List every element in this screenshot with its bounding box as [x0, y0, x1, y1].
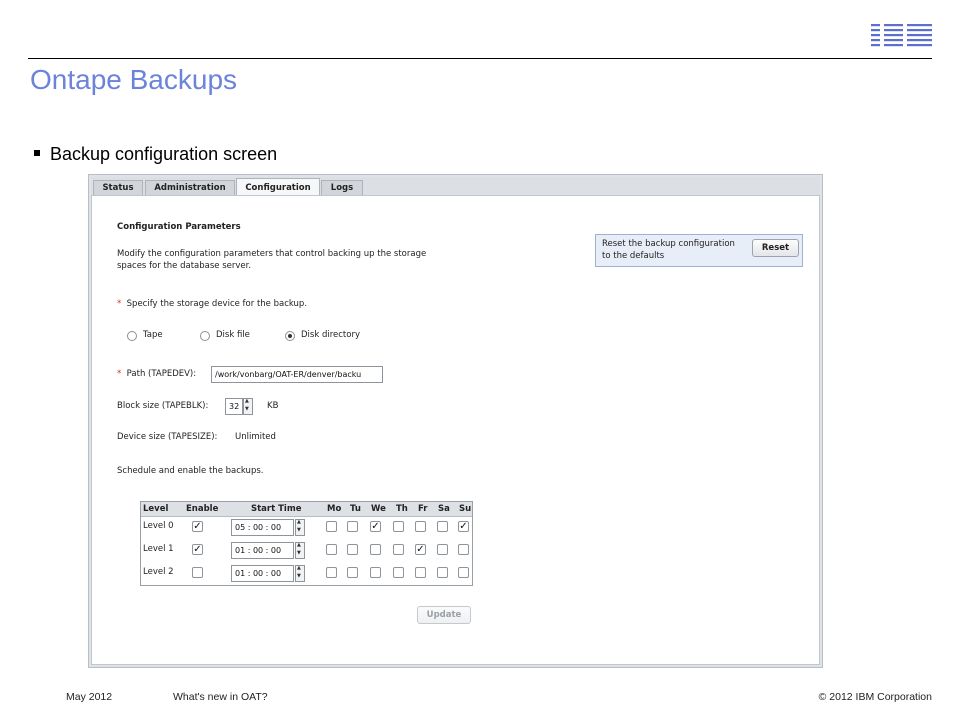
footer-date: May 2012 — [66, 691, 113, 703]
day-checkbox-th[interactable] — [393, 544, 404, 555]
tab-bar — [91, 177, 820, 195]
reset-text-line-2: to the defaults — [602, 251, 665, 261]
start-time-stepper[interactable] — [295, 519, 305, 536]
day-checkbox-mo[interactable] — [326, 567, 337, 578]
path-input[interactable]: /work/vonbarg/OAT-ER/denver/backu — [211, 366, 383, 383]
header-level: Level — [143, 504, 169, 514]
header-fr: Fr — [418, 504, 428, 514]
header-we: We — [371, 504, 386, 514]
day-checkbox-mo[interactable] — [326, 521, 337, 532]
bullet-text: Backup configuration screen — [50, 144, 278, 164]
day-checkbox-su[interactable] — [458, 567, 469, 578]
path-label-row — [117, 369, 196, 379]
radio-tape-label: Tape — [143, 330, 163, 340]
tab-administration[interactable]: Administration — [145, 180, 235, 196]
radio-disk-directory-label: Disk directory — [301, 330, 360, 340]
day-checkbox-we[interactable] — [370, 567, 381, 578]
start-time-input[interactable]: 01 : 00 : 00 — [231, 565, 294, 582]
schedule-row-level: Level 1 — [143, 544, 174, 554]
footer-copyright: © 2012 IBM Corporation — [818, 691, 932, 703]
schedule-prompt: Schedule and enable the backups. — [117, 466, 264, 476]
device-prompt: Specify the storage device for the backup. — [126, 299, 308, 309]
day-checkbox-fr[interactable] — [415, 567, 426, 578]
header-mo: Mo — [327, 504, 342, 514]
description-line-2: spaces for the database server. — [117, 261, 252, 271]
day-checkbox-fr[interactable] — [415, 521, 426, 532]
block-size-unit: KB — [267, 401, 279, 411]
day-checkbox-sa[interactable] — [437, 544, 448, 555]
required-marker: * — [117, 299, 122, 309]
day-checkbox-tu[interactable] — [347, 521, 358, 532]
day-checkbox-we[interactable]: ✓ — [371, 521, 380, 532]
day-checkbox-we[interactable] — [370, 544, 381, 555]
enable-checkbox[interactable]: ✓ — [193, 544, 202, 555]
radio-disk-directory[interactable] — [285, 331, 295, 341]
bullet-item — [34, 144, 277, 165]
app-screenshot — [88, 174, 823, 668]
ibm-logo — [868, 22, 932, 50]
bullet-square-icon — [34, 150, 40, 156]
section-title: Configuration Parameters — [117, 222, 241, 232]
day-checkbox-sa[interactable] — [437, 567, 448, 578]
reset-text-line-1: Reset the backup configuration — [602, 239, 735, 249]
required-marker: * — [117, 369, 122, 379]
enable-checkbox[interactable]: ✓ — [193, 521, 202, 532]
day-checkbox-th[interactable] — [393, 567, 404, 578]
header-rule — [28, 58, 932, 59]
block-size-label: Block size (TAPEBLK): — [117, 401, 209, 411]
day-checkbox-su[interactable]: ✓ — [459, 521, 468, 532]
day-checkbox-su[interactable] — [458, 544, 469, 555]
header-sa: Sa — [438, 504, 450, 514]
header-th: Th — [396, 504, 408, 514]
header-tu: Tu — [350, 504, 361, 514]
day-checkbox-sa[interactable] — [437, 521, 448, 532]
block-size-input[interactable]: 32 — [225, 398, 243, 415]
schedule-table — [140, 501, 473, 586]
header-start-time: Start Time — [251, 504, 302, 514]
radio-disk-file-label: Disk file — [216, 330, 250, 340]
tab-logs[interactable]: Logs — [321, 180, 363, 196]
start-time-stepper[interactable] — [295, 542, 305, 559]
day-checkbox-fr[interactable]: ✓ — [416, 544, 425, 555]
slide-title: Ontape Backups — [30, 64, 238, 95]
block-size-stepper[interactable] — [243, 398, 253, 415]
day-checkbox-tu[interactable] — [347, 544, 358, 555]
path-label: Path (TAPEDEV): — [126, 369, 197, 379]
tab-configuration[interactable]: Configuration — [236, 178, 320, 198]
header-enable: Enable — [186, 504, 219, 514]
day-checkbox-th[interactable] — [393, 521, 404, 532]
day-checkbox-tu[interactable] — [347, 567, 358, 578]
schedule-row-level: Level 2 — [143, 567, 174, 577]
header-su: Su — [459, 504, 472, 514]
reset-panel — [595, 234, 803, 267]
update-button[interactable]: Update — [417, 606, 471, 624]
device-size-value: Unlimited — [235, 432, 276, 442]
schedule-row-level: Level 0 — [143, 521, 174, 531]
description-line-1: Modify the configuration parameters that control backing up the storage — [117, 249, 427, 259]
device-prompt-row — [117, 299, 307, 309]
reset-button[interactable]: Reset — [752, 239, 799, 257]
day-checkbox-mo[interactable] — [326, 544, 337, 555]
configuration-panel — [91, 195, 820, 665]
enable-checkbox[interactable] — [192, 567, 203, 578]
radio-disk-file[interactable] — [200, 331, 210, 341]
tab-status[interactable]: Status — [93, 180, 143, 196]
start-time-input[interactable]: 01 : 00 : 00 — [231, 542, 294, 559]
start-time-stepper[interactable] — [295, 565, 305, 582]
start-time-input[interactable]: 05 : 00 : 00 — [231, 519, 294, 536]
radio-tape[interactable] — [127, 331, 137, 341]
footer-title: What's new in OAT? — [173, 691, 268, 703]
device-size-label: Device size (TAPESIZE): — [117, 432, 218, 442]
